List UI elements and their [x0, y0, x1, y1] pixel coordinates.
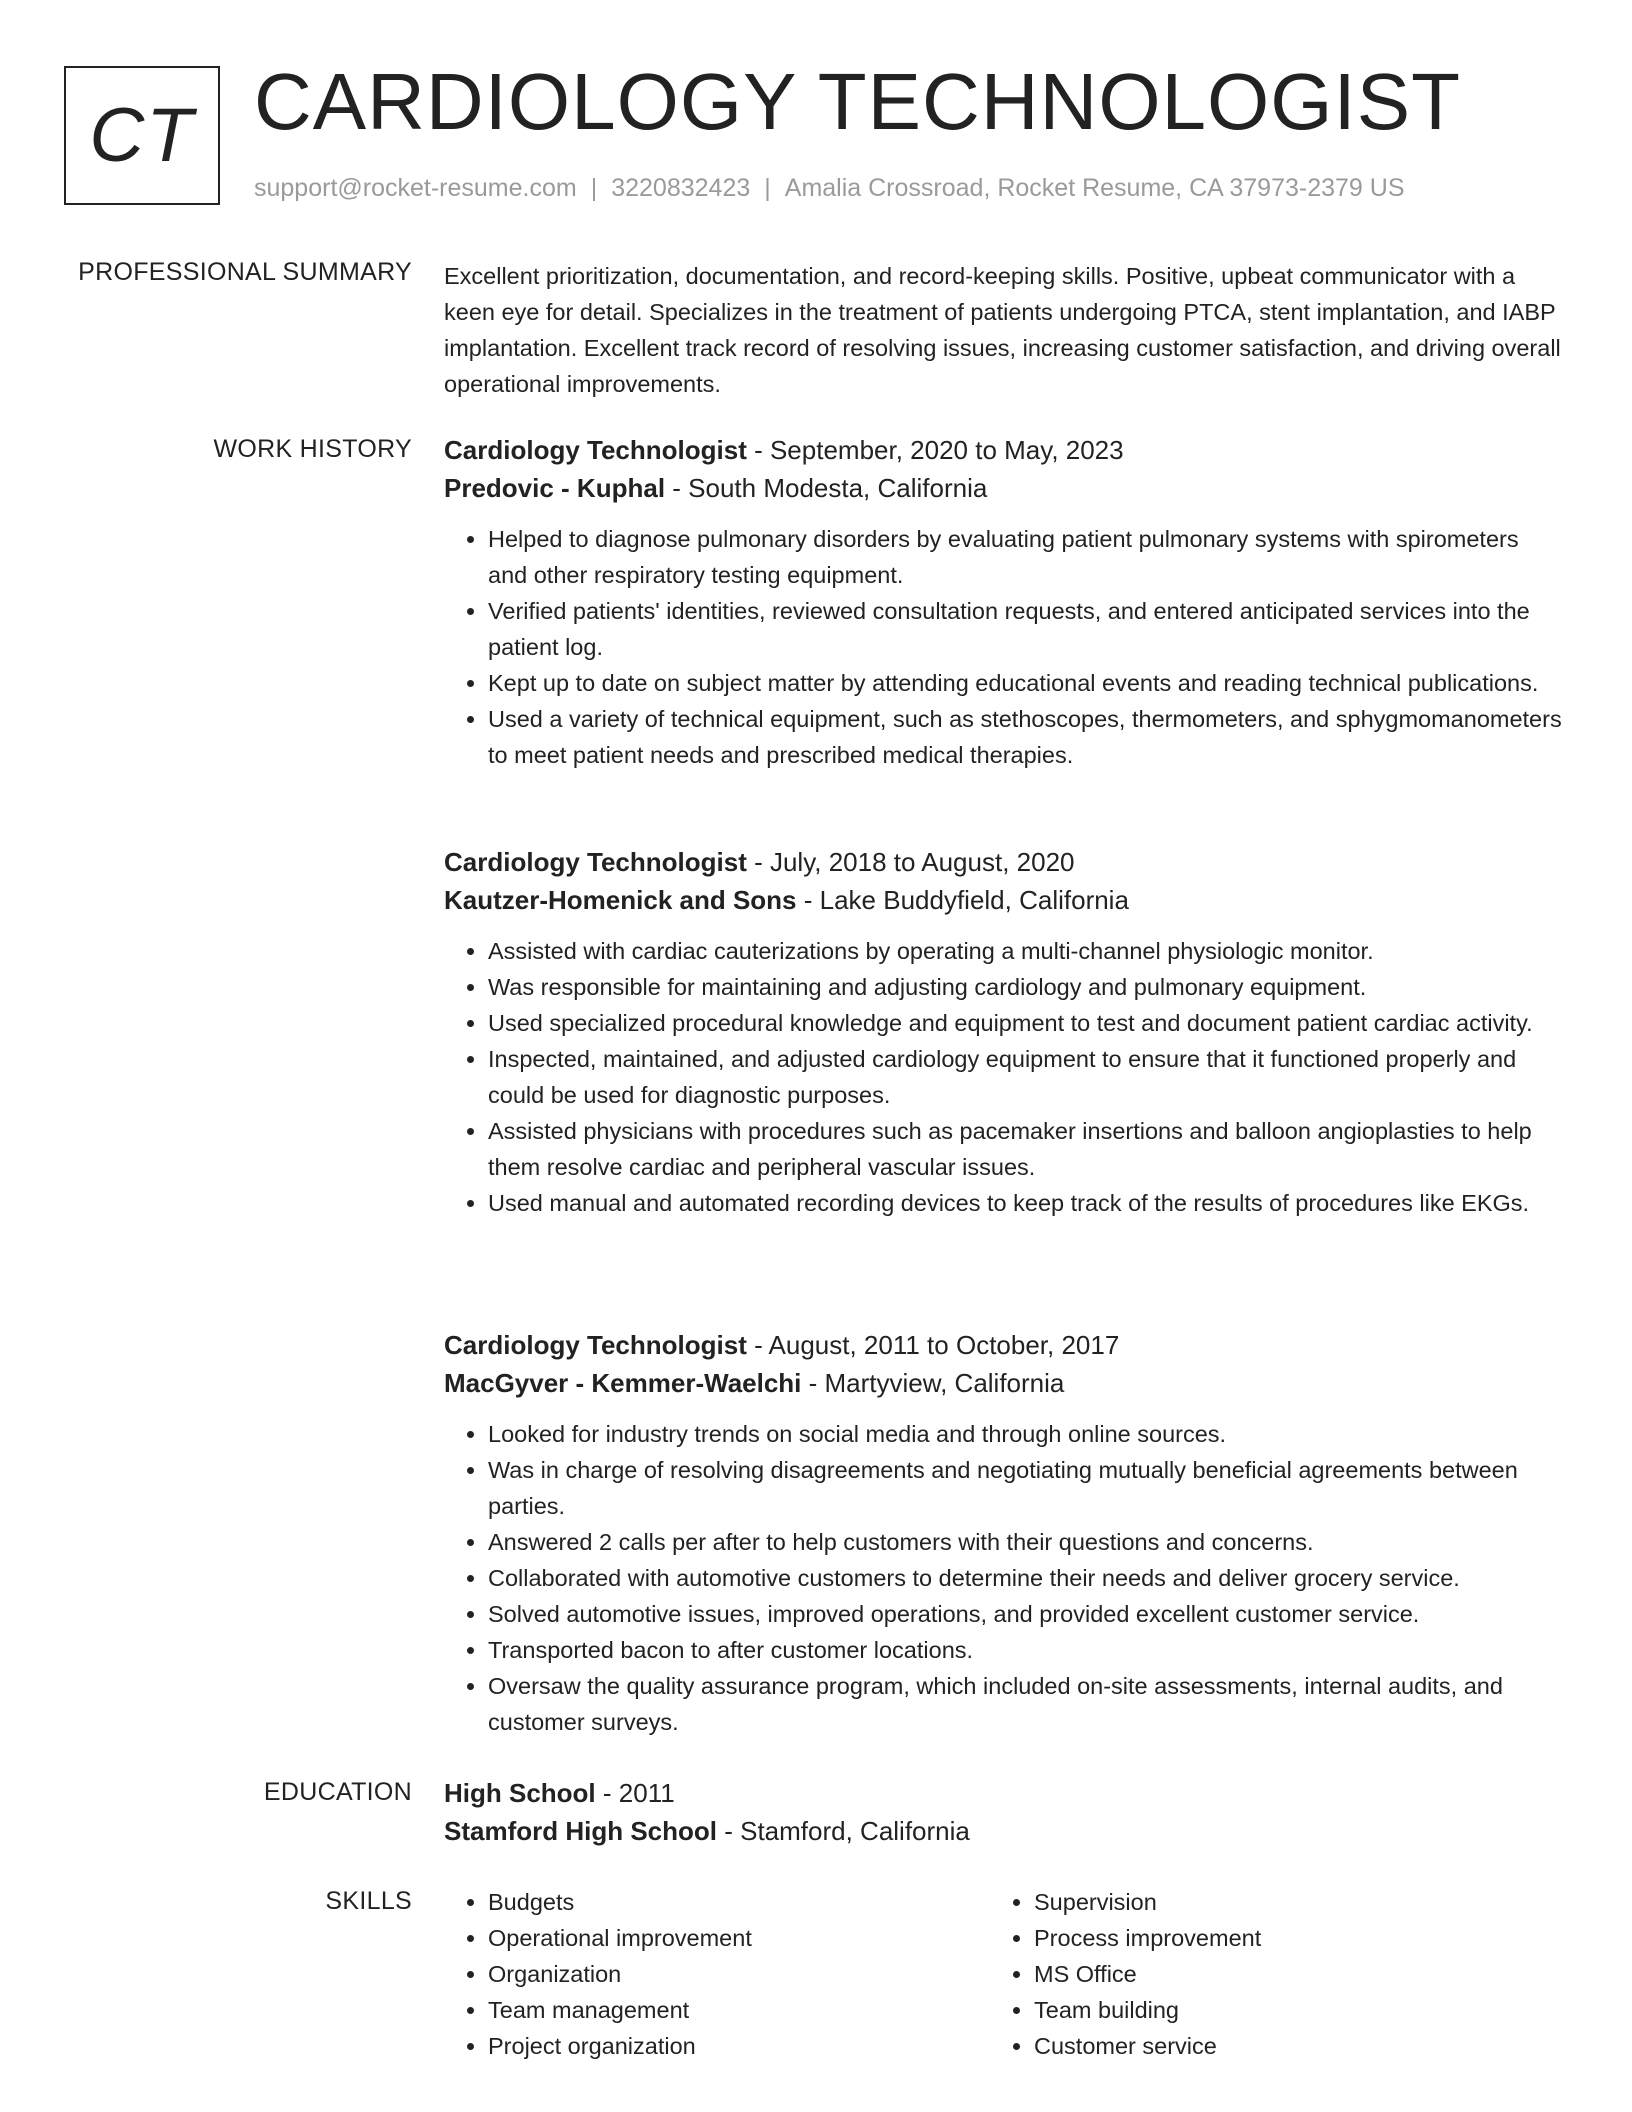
job-bullet: • Assisted physicians with procedures such as pacemaker insertions and balloon angioplasties to help them resolve cardiac and peripheral vascular issues. — [488, 1113, 1564, 1185]
job-bullet: • Looked for industry trends on social media and through online sources. — [488, 1416, 1564, 1452]
contact-separator: | — [590, 174, 598, 202]
skill-item: • Team building — [1034, 1992, 1536, 2028]
job-entry — [444, 431, 1564, 773]
skill-item: • Process improvement — [1034, 1920, 1536, 1956]
education-entry — [444, 1774, 1564, 1850]
summary-block — [444, 258, 1564, 402]
job-bullets — [444, 933, 1564, 1221]
section-label-work-history: WORK HISTORY — [213, 435, 412, 463]
job-bullet: • Inspected, maintained, and adjusted cardiology equipment to ensure that it functioned properly and could be used for diagnostic purposes. — [488, 1041, 1564, 1113]
contact-phone[interactable]: 3220832423 — [611, 174, 751, 202]
section-label-skills: SKILLS — [325, 1887, 412, 1915]
job-bullet: • Used specialized procedural knowledge and equipment to test and document patient cardiac activity. — [488, 1005, 1564, 1041]
job-entry — [444, 843, 1564, 1221]
job-title-line — [444, 1326, 1564, 1364]
job-entry — [444, 1326, 1564, 1740]
skill-item: • Budgets — [488, 1884, 990, 1920]
job-title: Cardiology Technologist — [444, 847, 747, 877]
job-bullet: • Assisted with cardiac cauterizations by operating a multi-channel physiologic monitor. — [488, 933, 1564, 969]
skill-item: • Operational improvement — [488, 1920, 990, 1956]
job-bullet: • Verified patients' identities, reviewed consultation requests, and entered anticipated services into the patient log. — [488, 593, 1564, 665]
resume-name: CARDIOLOGY TECHNOLOGIST — [254, 57, 1461, 146]
job-bullet: • Used manual and automated recording devices to keep track of the results of procedures like EKGs. — [488, 1185, 1564, 1221]
job-location: - South Modesta, California — [665, 473, 988, 503]
education-degree: High School — [444, 1778, 596, 1808]
job-bullet: • Was responsible for maintaining and adjusting cardiology and pulmonary equipment. — [488, 969, 1564, 1005]
job-bullet: • Solved automotive issues, improved operations, and provided excellent customer service. — [488, 1596, 1564, 1632]
job-title-line — [444, 431, 1564, 469]
skills-column-right — [990, 1884, 1536, 2064]
job-title: Cardiology Technologist — [444, 1330, 747, 1360]
job-bullet: • Transported bacon to after customer locations. — [488, 1632, 1564, 1668]
job-bullets — [444, 521, 1564, 773]
job-bullet: • Collaborated with automotive customers to determine their needs and deliver grocery service. — [488, 1560, 1564, 1596]
job-company-line — [444, 469, 1564, 507]
job-bullets — [444, 1416, 1564, 1740]
job-company-line — [444, 1364, 1564, 1402]
job-bullet: • Used a variety of technical equipment, such as stethoscopes, thermometers, and sphygmomanometers to meet patient needs and prescribed medical therapies. — [488, 701, 1564, 773]
job-bullet: • Was in charge of resolving disagreements and negotiating mutually beneficial agreements between parties. — [488, 1452, 1564, 1524]
skills-list — [444, 1884, 1564, 2064]
skill-item: • Team management — [488, 1992, 990, 2028]
job-dates: - August, 2011 to October, 2017 — [746, 1330, 1120, 1360]
contact-email[interactable]: support@rocket-resume.com — [254, 174, 577, 202]
summary-text: Excellent prioritization, documentation, and record-keeping skills. Positive, upbeat communicator with a keen eye for detail. Specializes in the treatment of patients undergoing PTCA, stent implantation, and IABP implantation. Excellent track record of resolving issues, increasing customer satisfaction, and driving overall operational improvements. — [444, 263, 1561, 397]
education-degree-line — [444, 1774, 1564, 1812]
section-label-education: EDUCATION — [263, 1778, 412, 1806]
education-location: - Stamford, California — [717, 1816, 970, 1846]
skills-column-left — [444, 1884, 990, 2064]
job-title-line — [444, 843, 1564, 881]
section-label-summary: PROFESSIONAL SUMMARY — [78, 258, 412, 286]
job-company: Kautzer-Homenick and Sons — [444, 885, 797, 915]
job-dates: - September, 2020 to May, 2023 — [746, 435, 1124, 465]
skill-item: • Organization — [488, 1956, 990, 1992]
job-company: Predovic - Kuphal — [444, 473, 666, 503]
skill-item: • Customer service — [1034, 2028, 1536, 2064]
skill-item: • Project organization — [488, 2028, 990, 2064]
contact-line — [254, 174, 1405, 203]
skill-item: • Supervision — [1034, 1884, 1536, 1920]
job-bullet: • Kept up to date on subject matter by attending educational events and reading technical publications. — [488, 665, 1564, 701]
contact-separator: | — [764, 174, 771, 202]
skill-item: • MS Office — [1034, 1956, 1536, 1992]
job-company: MacGyver - Kemmer-Waelchi — [444, 1368, 802, 1398]
education-school: Stamford High School — [444, 1816, 717, 1846]
job-title: Cardiology Technologist — [444, 435, 747, 465]
job-bullet: • Helped to diagnose pulmonary disorders by evaluating patient pulmonary systems with spirometers and other respiratory testing equipment. — [488, 521, 1564, 593]
job-company-line — [444, 881, 1564, 919]
job-bullet: • Oversaw the quality assurance program, which included on-site assessments, internal audits, and customer surveys. — [488, 1668, 1564, 1740]
education-school-line — [444, 1812, 1564, 1850]
education-year: - 2011 — [595, 1778, 675, 1808]
initials-monogram: CT — [64, 66, 220, 205]
job-dates: - July, 2018 to August, 2020 — [746, 847, 1075, 877]
job-bullet: • Answered 2 calls per after to help customers with their questions and concerns. — [488, 1524, 1564, 1560]
contact-address: Amalia Crossroad, Rocket Resume, CA 37973-2379 US — [784, 174, 1405, 202]
job-location: - Martyview, California — [801, 1368, 1065, 1398]
job-location: - Lake Buddyfield, California — [796, 885, 1129, 915]
